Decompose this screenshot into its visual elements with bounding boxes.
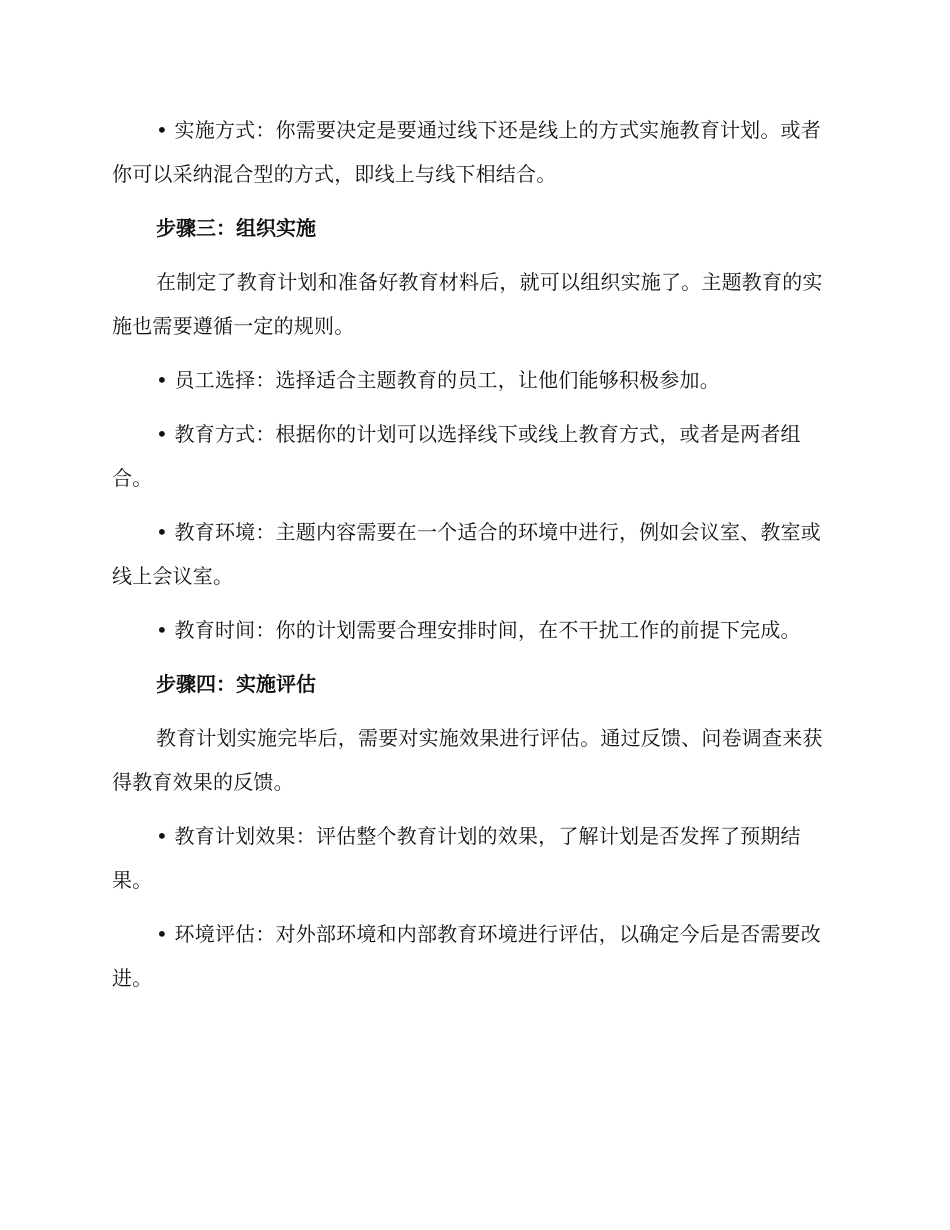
heading-step-three: 步骤三：组织实施 xyxy=(156,216,316,240)
heading-step-four: 步骤四：实施评估 xyxy=(156,672,316,696)
bullet-plan-effect: • 教育计划效果：评估整个教育计划的效果，了解计划是否发挥了预期结果。 xyxy=(112,824,801,892)
document-page xyxy=(112,108,834,1010)
paragraph-organize-implementation: 在制定了教育计划和准备好教育材料后，就可以组织实施了。主题教育的实施也需要遵循一定的规则。 xyxy=(112,270,823,338)
bullet-implementation-method: • 实施方式：你需要决定是要通过线下还是线上的方式实施教育计划。或者你可以采纳混合型的方式，即线上与线下相结合。 xyxy=(112,118,821,186)
bullet-education-time: • 教育时间：你的计划需要合理安排时间，在不干扰工作的前提下完成。 xyxy=(156,618,801,642)
bullet-environment-evaluation: • 环境评估：对外部环境和内部教育环境进行评估，以确定今后是否需要改进。 xyxy=(112,922,821,990)
bullet-employee-selection: • 员工选择：选择适合主题教育的员工，让他们能够积极参加。 xyxy=(156,368,720,392)
paragraph-evaluation: 教育计划实施完毕后，需要对实施效果进行评估。通过反馈、问卷调查来获得教育效果的反馈。 xyxy=(112,726,823,794)
bullet-education-method: • 教育方式：根据你的计划可以选择线下或线上教育方式，或者是两者组合。 xyxy=(112,422,801,490)
bullet-education-environment: • 教育环境：主题内容需要在一个适合的环境中进行，例如会议室、教室或线上会议室。 xyxy=(112,520,821,588)
